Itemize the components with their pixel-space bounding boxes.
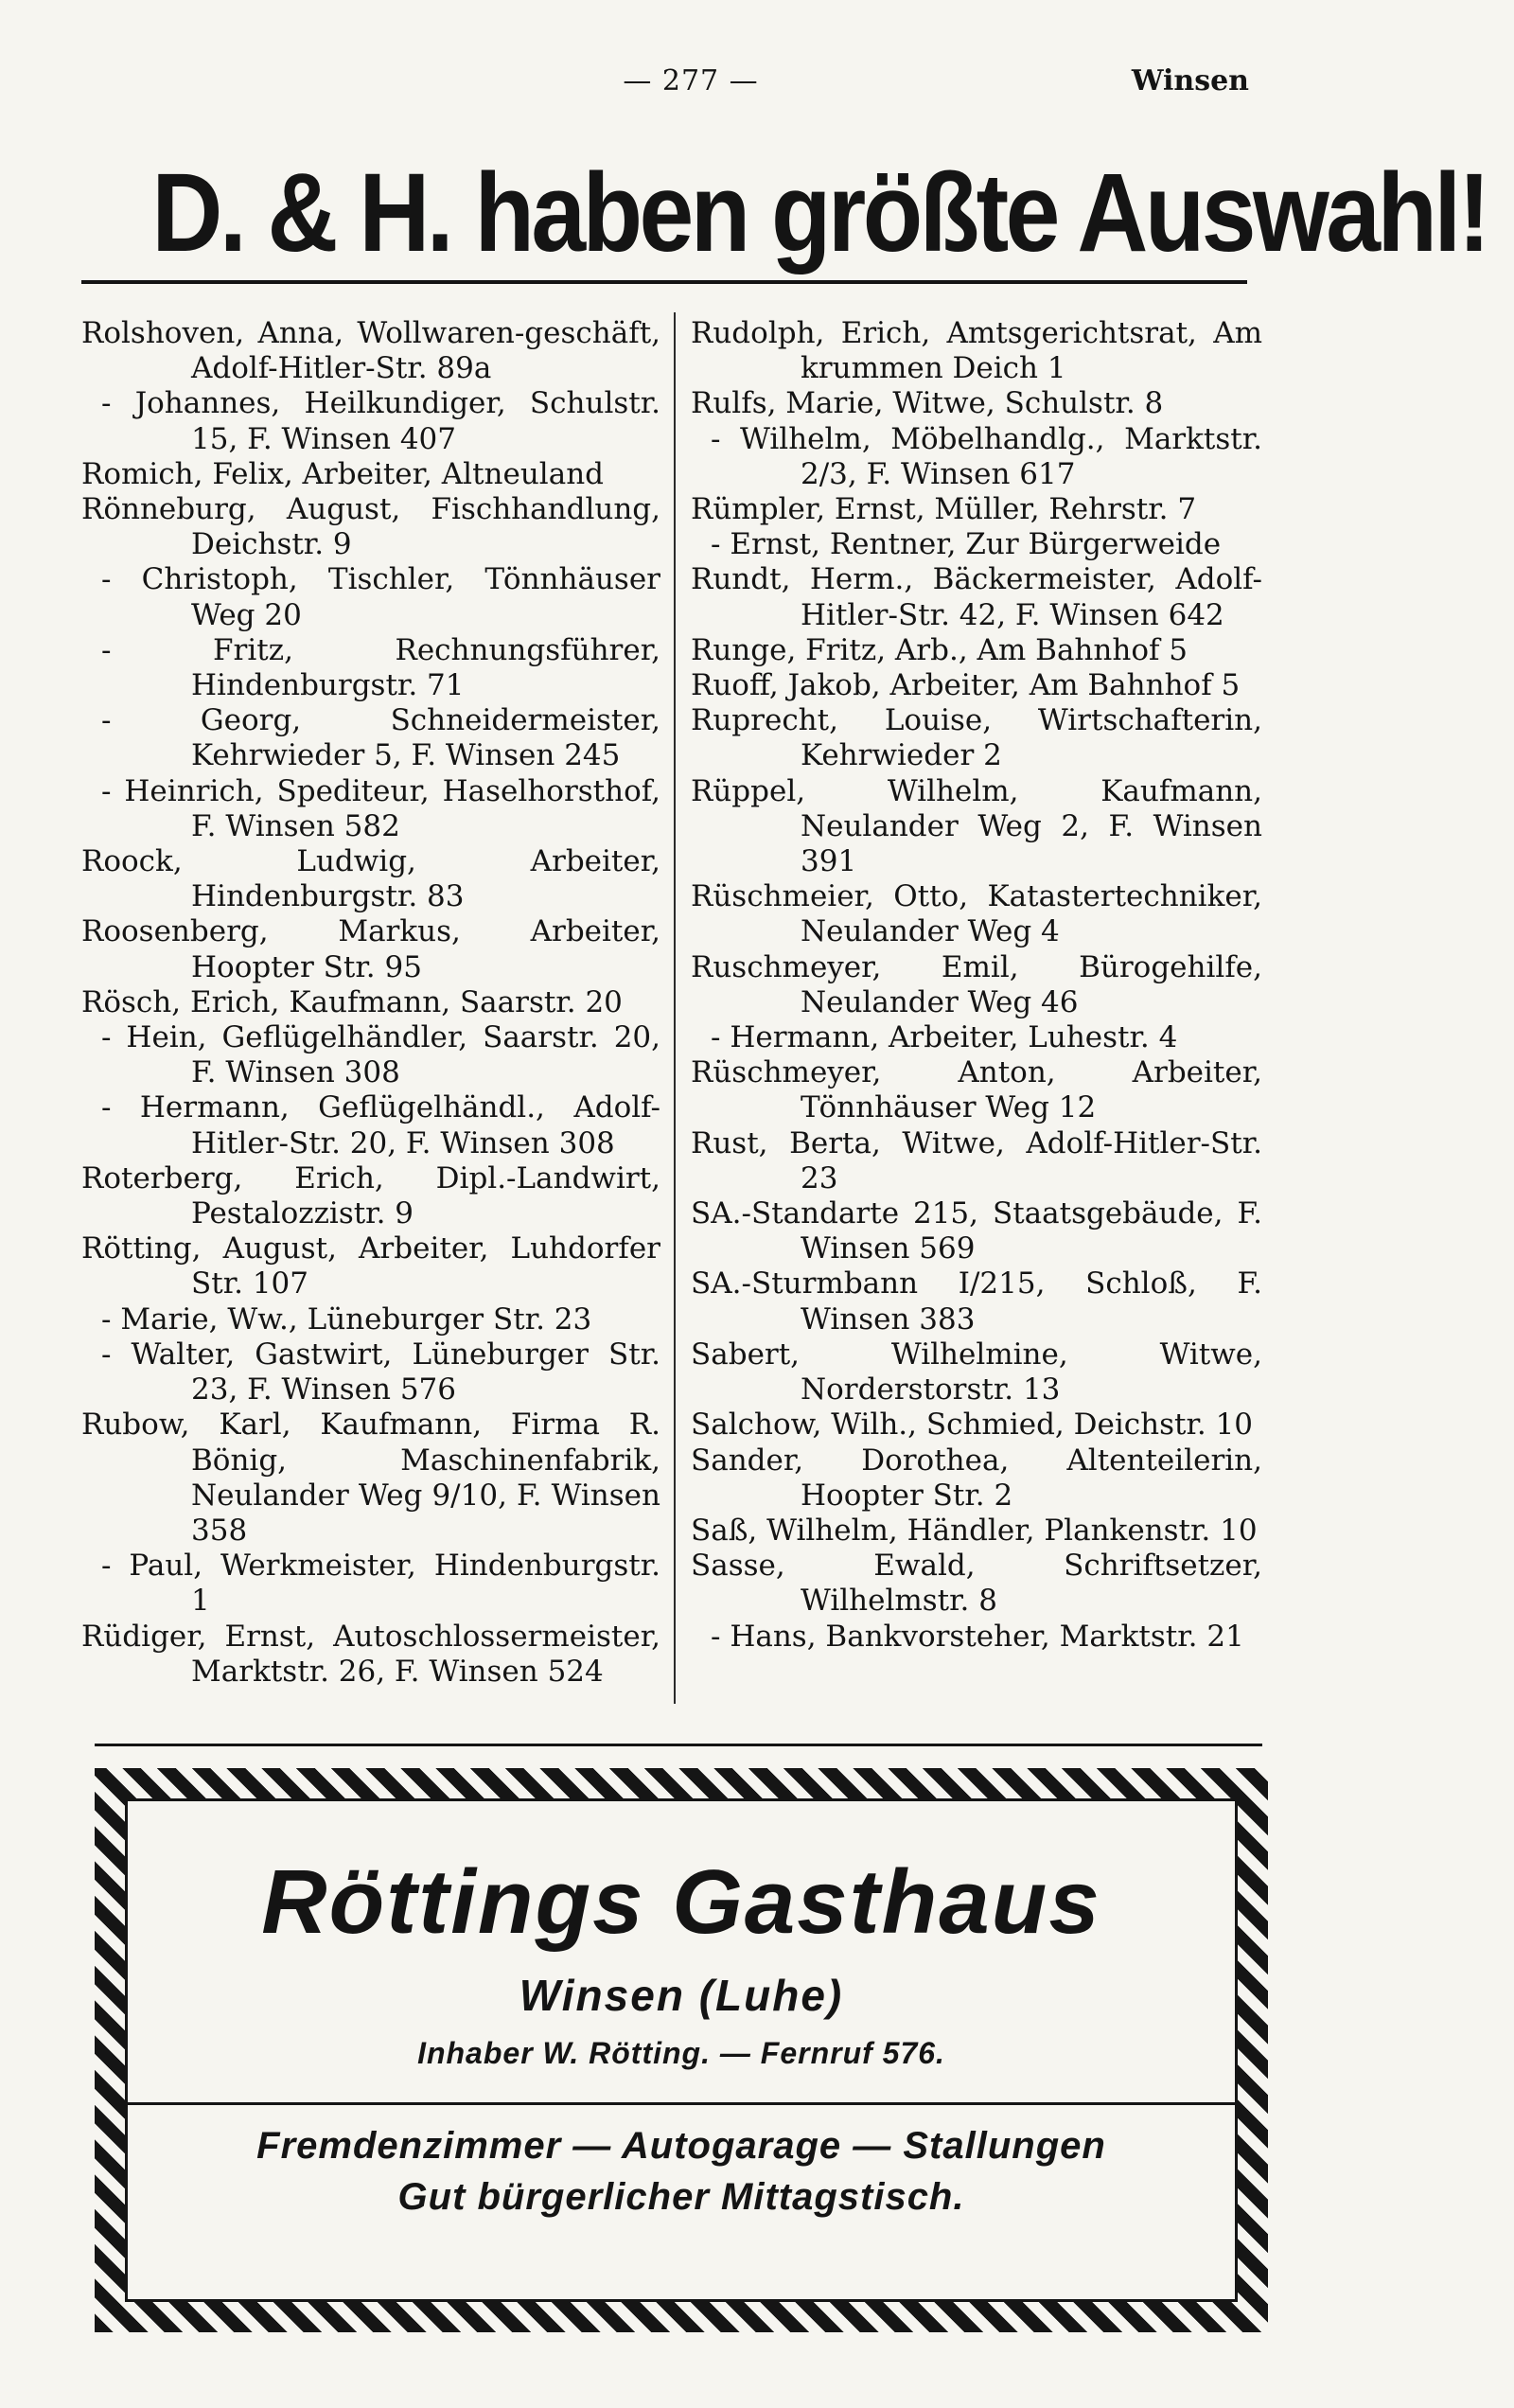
advert-owner-line: Inhaber W. Rötting. — Fernruf 576. bbox=[417, 2036, 945, 2070]
running-head: Winsen bbox=[1131, 64, 1249, 97]
directory-entry: - Wilhelm, Möbelhandlg., Marktstr. 2/3, F. Winsen 617 bbox=[711, 421, 1262, 491]
gasthaus-advert bbox=[95, 1768, 1268, 2332]
column-divider bbox=[674, 312, 676, 1704]
directory-entry: - Hein, Geflügelhändler, Saarstr. 20, F. Winsen 308 bbox=[101, 1020, 660, 1090]
directory-entry: - Walter, Gastwirt, Lüneburger Str. 23, F. Winsen 576 bbox=[101, 1337, 660, 1408]
directory-entry: SA.-Standarte 215, Staatsgebäude, F. Winsen 569 bbox=[691, 1196, 1262, 1266]
directory-entry: Ruschmeyer, Emil, Bürogehilfe, Neulander Weg 46 bbox=[691, 949, 1262, 1019]
advert-title: Röttings Gasthaus bbox=[261, 1851, 1101, 1953]
directory-entry: Salchow, Wilh., Schmied, Deichstr. 10 bbox=[691, 1408, 1254, 1443]
advert-lunch: Gut bürgerlicher Mittagstisch. bbox=[397, 2176, 965, 2218]
directory-entry: Sabert, Wilhelmine, Witwe, Norderstorstr. 13 bbox=[691, 1337, 1262, 1408]
top-rule bbox=[81, 280, 1247, 284]
directory-entry: Sander, Dorothea, Altenteilerin, Hoopter Str. 2 bbox=[691, 1443, 1262, 1513]
directory-entry: Rulfs, Marie, Witwe, Schulstr. 8 bbox=[691, 386, 1164, 421]
directory-entry: Rötting, August, Arbeiter, Luhdorfer Str. 107 bbox=[81, 1231, 660, 1301]
directory-entry: Rösch, Erich, Kaufmann, Saarstr. 20 bbox=[81, 984, 623, 1019]
directory-entry: - Paul, Werkmeister, Hindenburgstr. 1 bbox=[101, 1549, 660, 1619]
directory-entry: Saß, Wilhelm, Händler, Plankenstr. 10 bbox=[691, 1513, 1258, 1548]
directory-entry: - Ernst, Rentner, Zur Bürgerweide bbox=[711, 527, 1222, 562]
directory-entry: - Hermann, Arbeiter, Luhestr. 4 bbox=[711, 1020, 1178, 1055]
directory-entry: Ruprecht, Louise, Wirtschafterin, Kehrwieder 2 bbox=[691, 703, 1262, 773]
directory-entry: Rolshoven, Anna, Wollwaren-geschäft, Adolf-Hitler-Str. 89a bbox=[81, 316, 660, 386]
bottom-rule bbox=[95, 1744, 1262, 1746]
advert-services: Fremdenzimmer — Autogarage — Stallungen bbox=[256, 2125, 1106, 2167]
directory-entry: - Hans, Bankvorsteher, Marktstr. 21 bbox=[711, 1619, 1244, 1654]
directory-entry: SA.-Sturmbann I/215, Schloß, F. Winsen 383 bbox=[691, 1266, 1262, 1337]
directory-entry: - Hermann, Geflügelhändl., Adolf-Hitler-Str. 20, F. Winsen 308 bbox=[101, 1090, 660, 1160]
directory-entry: Rust, Berta, Witwe, Adolf-Hitler-Str. 23 bbox=[691, 1125, 1262, 1195]
directory-entry: - Heinrich, Spediteur, Haselhorsthof, F. Winsen 582 bbox=[101, 773, 660, 843]
directory-entry: Rüschmeyer, Anton, Arbeiter, Tönnhäuser Weg 12 bbox=[691, 1055, 1262, 1125]
directory-entry: Rümpler, Ernst, Müller, Rehrstr. 7 bbox=[691, 492, 1197, 527]
advert-rule bbox=[128, 2102, 1235, 2105]
directory-entry: Runge, Fritz, Arb., Am Bahnhof 5 bbox=[691, 632, 1188, 667]
advert-headline: D. & H. haben größte Auswahl! bbox=[151, 150, 1488, 275]
directory-entry: - Johannes, Heilkundiger, Schulstr. 15, F. Winsen 407 bbox=[101, 386, 660, 456]
advert-place: Winsen (Luhe) bbox=[519, 1971, 844, 2020]
directory-entry: - Marie, Ww., Lüneburger Str. 23 bbox=[101, 1301, 592, 1337]
directory-column-left bbox=[81, 316, 660, 1690]
directory-entry: - Georg, Schneidermeister, Kehrwieder 5, F. Winsen 245 bbox=[101, 703, 660, 773]
directory-entry: Romich, Felix, Arbeiter, Altneuland bbox=[81, 456, 605, 491]
directory-entry: - Fritz, Rechnungsführer, Hindenburgstr. 71 bbox=[101, 632, 660, 703]
directory-entry: Roock, Ludwig, Arbeiter, Hindenburgstr. 83 bbox=[81, 844, 660, 914]
advert-panel bbox=[125, 1798, 1238, 2302]
directory-entry: Rüdiger, Ernst, Autoschlossermeister, Marktstr. 26, F. Winsen 524 bbox=[81, 1619, 660, 1689]
directory-column-right bbox=[691, 316, 1262, 1655]
directory-entry: Rudolph, Erich, Amtsgerichtsrat, Am krummen Deich 1 bbox=[691, 316, 1262, 386]
directory-entry: Rundt, Herm., Bäckermeister, Adolf-Hitler-Str. 42, F. Winsen 642 bbox=[691, 562, 1262, 632]
directory-entry: Rüppel, Wilhelm, Kaufmann, Neulander Weg 2, F. Winsen 391 bbox=[691, 773, 1262, 879]
directory-entry: Roosenberg, Markus, Arbeiter, Hoopter Str. 95 bbox=[81, 914, 660, 984]
directory-entry: Sasse, Ewald, Schriftsetzer, Wilhelmstr. 8 bbox=[691, 1549, 1262, 1619]
directory-entry: Ruoff, Jakob, Arbeiter, Am Bahnhof 5 bbox=[691, 668, 1241, 703]
directory-entry: Rubow, Karl, Kaufmann, Firma R. Bönig, Maschinenfabrik, Neulander Weg 9/10, F. Winsen 358 bbox=[81, 1408, 660, 1548]
directory-entry: Rönneburg, August, Fischhandlung, Deichstr. 9 bbox=[81, 492, 660, 562]
directory-entry: Rüschmeier, Otto, Katastertechniker, Neulander Weg 4 bbox=[691, 879, 1262, 949]
directory-entry: Roterberg, Erich, Dipl.-Landwirt, Pestalozzistr. 9 bbox=[81, 1160, 660, 1231]
page-number: — 277 — bbox=[623, 64, 759, 97]
directory-entry: - Christoph, Tischler, Tönnhäuser Weg 20 bbox=[101, 562, 660, 632]
